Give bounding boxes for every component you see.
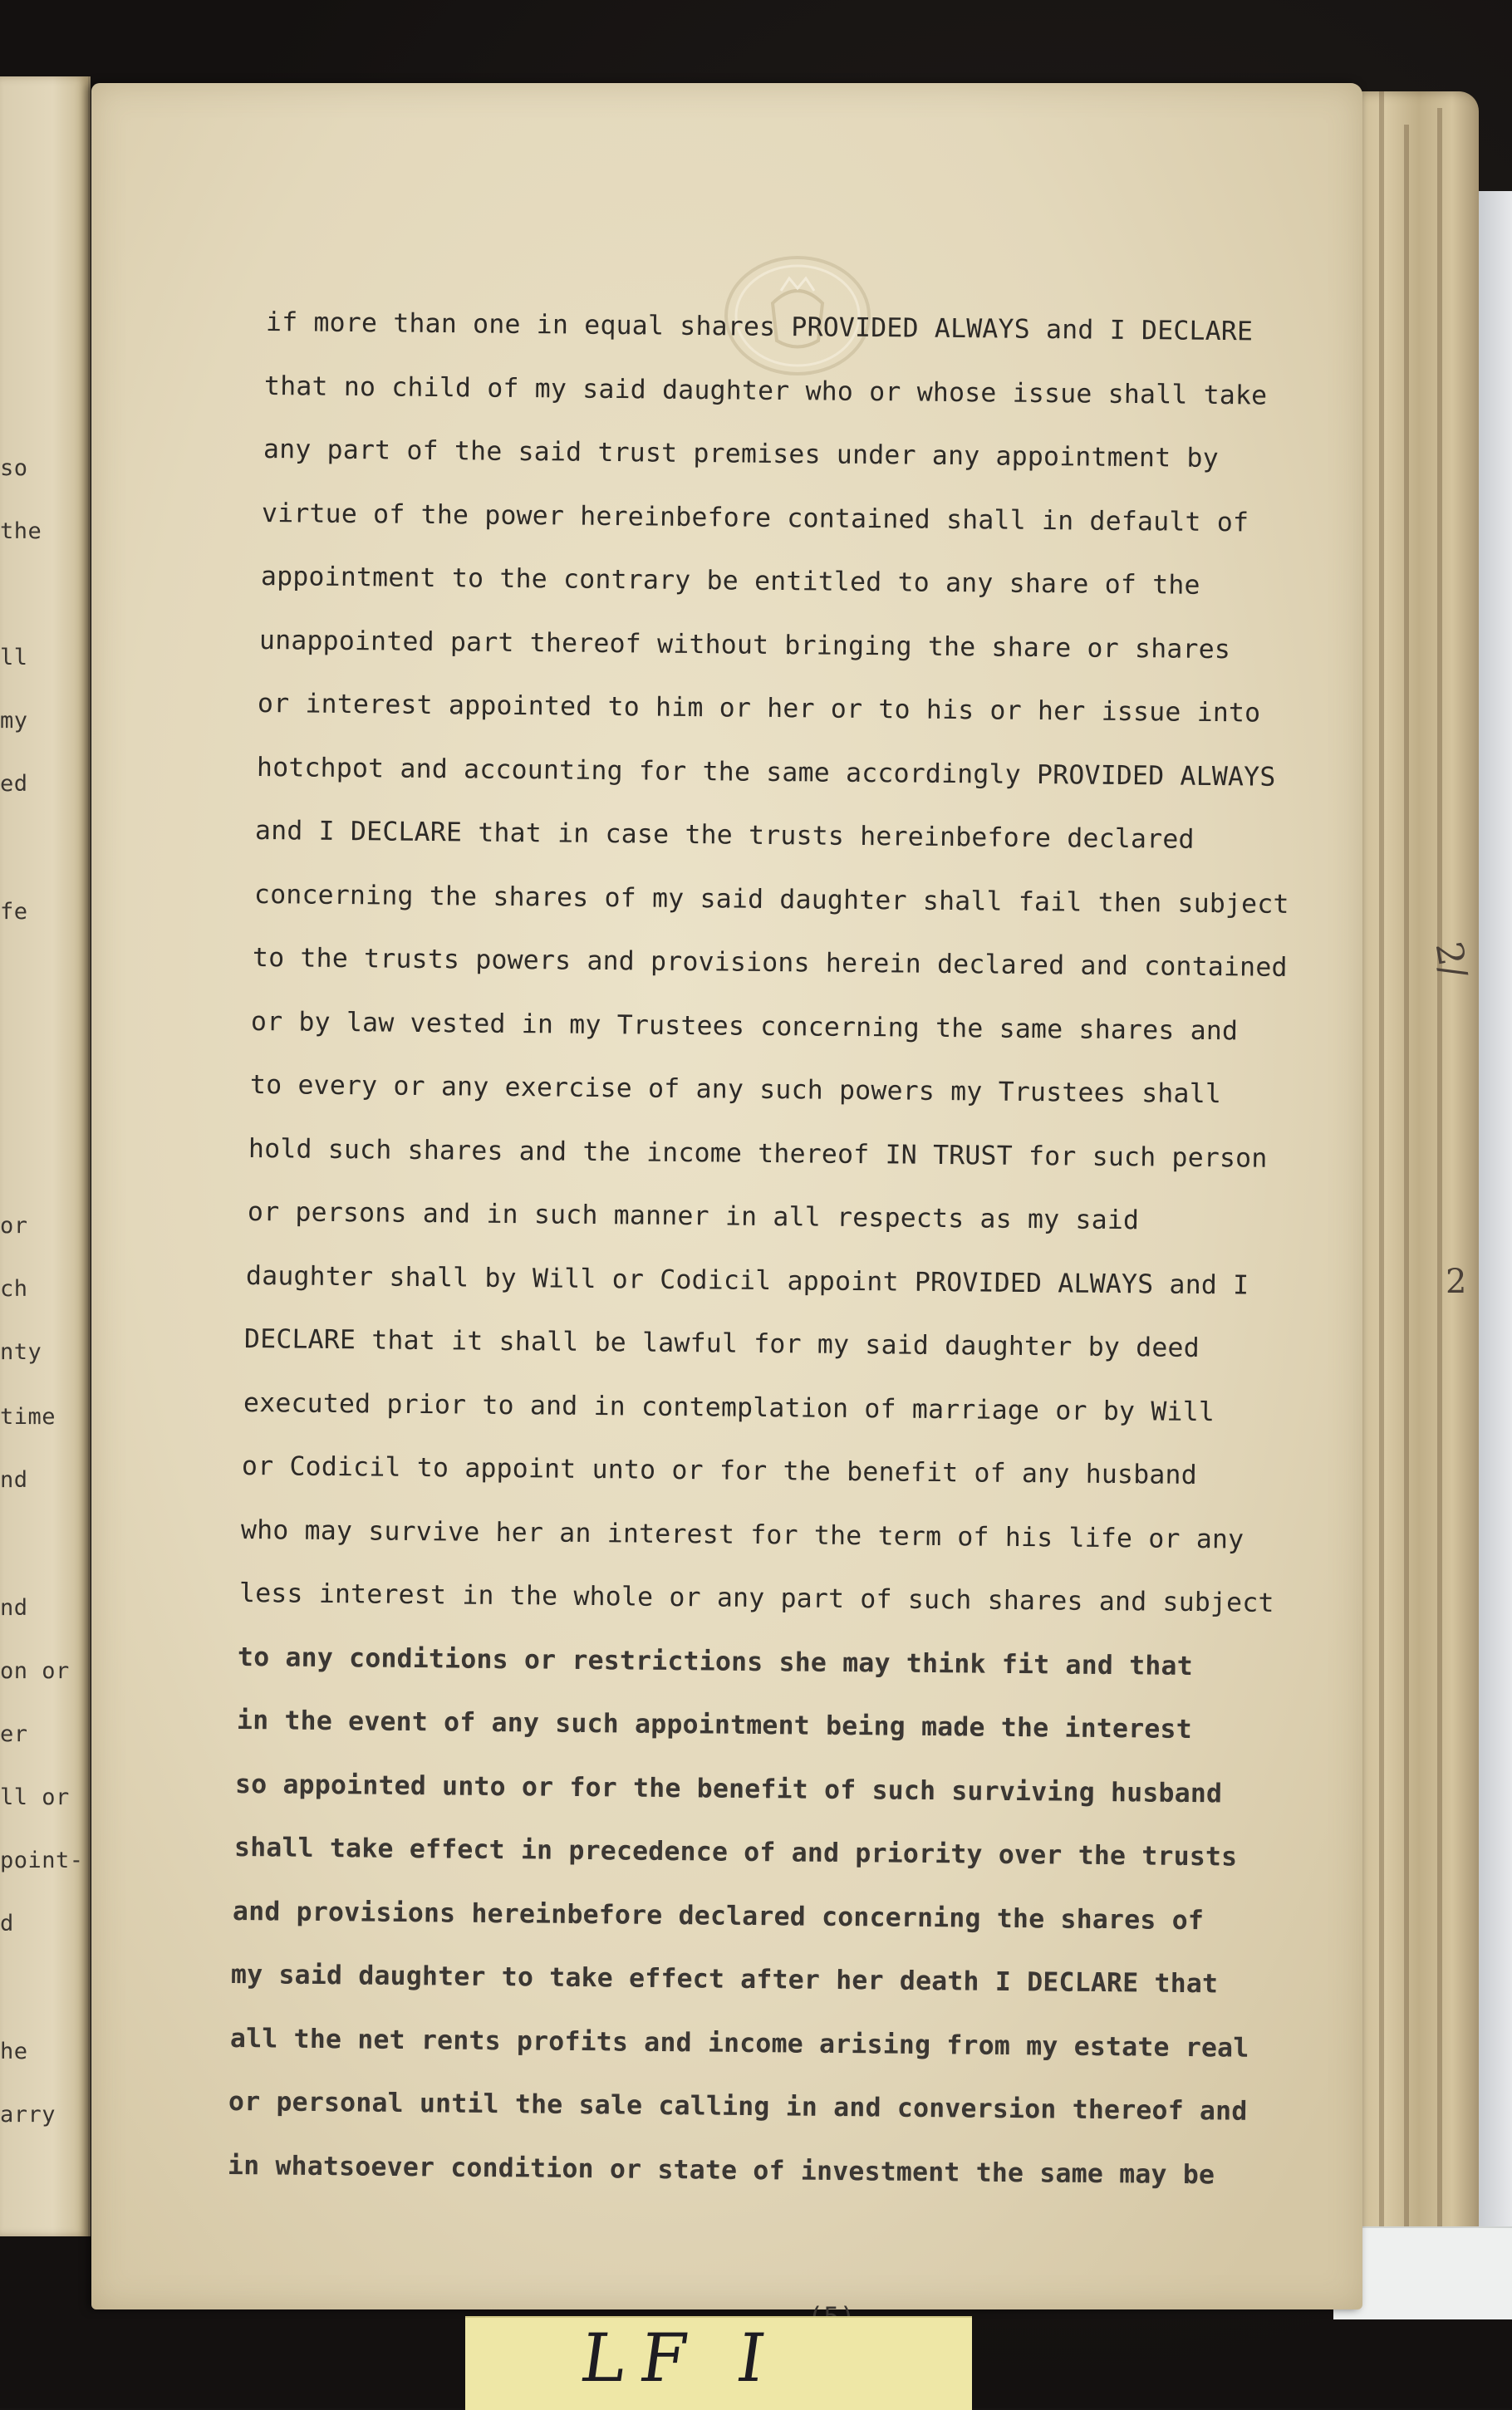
document-line: who may survive her an interest for the term of his life or any [240,1514,1244,1555]
document-line: all the net rents profits and income arising from my estate real [229,2023,1249,2064]
left-page-fragment: nty [0,1339,42,1365]
document-line: hotchpot and accounting for the same accordingly PROVIDED ALWAYS [256,752,1276,793]
document-line: if more than one in equal shares PROVIDED ALWAYS and I DECLARE [265,307,1254,347]
document-line: or by law vested in my Trustees concerning the same shares and [251,1006,1239,1046]
left-page-fragment: ll or [0,1784,70,1810]
left-page-fragment: d [0,1911,14,1936]
stack-page-line [1404,125,1409,2251]
document-line: less interest in the whole or any part of such shares and subject [238,1578,1274,1618]
left-page-fragment: or [0,1213,28,1239]
background-binder-edge [1479,191,1512,2268]
document-line: so appointed unto or for the benefit of such surviving husband [235,1769,1223,1809]
document-line: to every or any exercise of any such powers my Trustees shall [249,1070,1221,1110]
document-line: that no child of my said daughter who or whose issue shall take [264,371,1268,411]
document-line: in the event of any such appointment being made the interest [236,1706,1192,1745]
left-page-fragment: nd [0,1595,28,1621]
document-line: any part of the said trust premises under any appointment by [263,434,1219,474]
stack-page-line [1379,91,1384,2276]
handwritten-label: LF I [576,2319,785,2397]
document-line: appointment to the contrary be entitled to any share of the [260,562,1200,601]
left-page-fragment: so [0,455,28,481]
margin-mark: 2/ [1426,938,1475,982]
stack-page-line [1437,108,1442,2268]
document-line: or persons and in such manner in all respects as my said [247,1197,1139,1236]
document-line: daughter shall by Will or Codicil appoint PROVIDED ALWAYS and I [245,1260,1249,1301]
document-line: executed prior to and in contemplation of marriage or by Will [243,1387,1215,1427]
document-line: hold such shares and the income thereof IN TRUST for such person [248,1133,1268,1174]
left-page-fragment: on or [0,1658,70,1684]
margin-mark: 2 [1446,1263,1467,1301]
document-line: my said daughter to take effect after her death I DECLARE that [231,1960,1219,2000]
document-line: in whatsoever condition or state of investment the same may be [227,2150,1215,2190]
left-page-fragment: er [0,1721,28,1747]
document-line: to any conditions or restrictions she may think fit and that [238,1642,1194,1681]
document-line: and I DECLARE that in case the trusts hereinbefore declared [255,816,1195,855]
left-page-fragment: arry [0,2102,56,2128]
left-page-fragment: ll [0,645,28,670]
document-line: virtue of the power hereinbefore contained shall in default of [262,498,1249,537]
left-page-fragment: ch [0,1276,28,1302]
left-page-fragment: time [0,1404,56,1430]
left-page-fragment: my [0,708,28,734]
left-page-fragment: point- [0,1848,84,1873]
document-line: unappointed part thereof without bringing the share or shares [258,625,1231,665]
left-page-fragment: he [0,2039,28,2064]
document-line: DECLARE that it shall be lawful for my said daughter by deed [244,1324,1200,1364]
document-line: to the trusts powers and provisions herein declared and contained [252,943,1288,983]
left-page-fragment: fe [0,899,28,925]
left-page-fragment: the [0,518,42,544]
page-stack-edge [1346,91,1479,2276]
left-page-fragment: nd [0,1467,28,1493]
document-page [91,83,1362,2309]
document-line: or Codicil to appoint unto or for the benefit of any husband [242,1451,1198,1491]
document-line: and provisions hereinbefore declared concerning the shares of [232,1896,1205,1936]
document-line: or personal until the sale calling in and conversion thereof and [228,2087,1248,2127]
left-page-edge [0,76,91,2236]
document-line: concerning the shares of my said daughter shall fail then subject [253,879,1289,920]
typed-text-block [91,83,1362,2309]
document-line: shall take effect in precedence of and priority over the trusts [233,1833,1238,1873]
left-page-fragment: ed [0,771,28,797]
document-line: or interest appointed to him or her or to his or her issue into [258,689,1261,729]
